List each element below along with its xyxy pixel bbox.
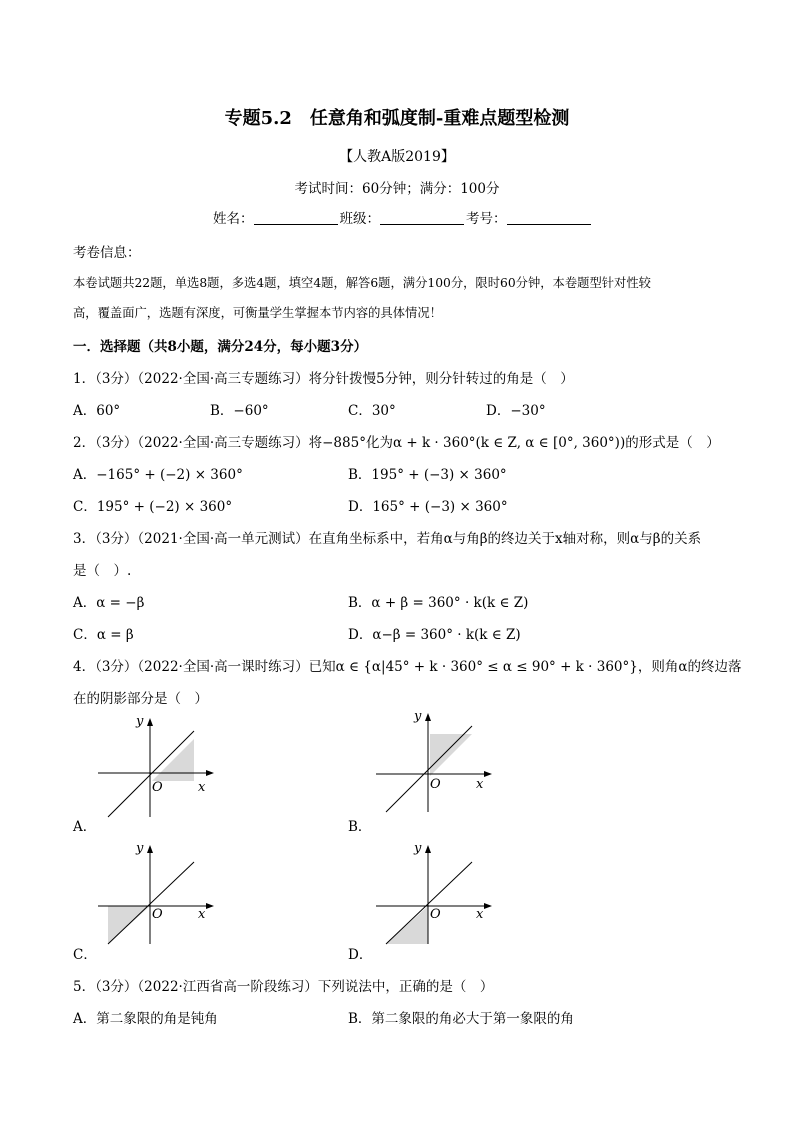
question-4-stem-line-2: 在的阴影部分是（ ） xyxy=(73,691,208,707)
q4a-y-label: y xyxy=(136,714,144,729)
q4b-x-label: x xyxy=(476,777,484,792)
page-title: 专题5.2 任意角和弧度制-重难点题型检测 xyxy=(224,108,570,129)
q4d-x-label: x xyxy=(476,907,484,922)
q1-option-b: B．−60° xyxy=(210,403,269,419)
q1-option-c: C．30° xyxy=(348,403,396,419)
q4-option-b: B． xyxy=(348,819,372,835)
student-fields xyxy=(213,207,593,227)
q3-option-c: C．α = β xyxy=(73,627,134,643)
question-3-stem-line-1: 3．（3分）（2021·全国·高一单元测试）在直角坐标系中，若角α与角β的终边关于x轴对称，则α与β的关系 xyxy=(73,531,702,547)
q3-option-d: D．α−β = 360° · k(k ∈ Z) xyxy=(348,627,521,643)
question-2-stem: 2．（3分）（2022·全国·高三专题练习）将−885°化为α + k · 360°(k ∈ Z, α ∈ [0°, 360°))的形式是（ ） xyxy=(73,435,720,451)
q4-option-d: D． xyxy=(348,947,373,963)
q4-figure-a xyxy=(94,713,224,818)
info-label: 考卷信息： xyxy=(73,245,141,261)
q4-figure-c xyxy=(94,840,224,945)
q4d-y-label: y xyxy=(414,841,422,856)
q4-figure-b xyxy=(372,708,502,813)
q2-option-a: A．−165° + (−2) × 360° xyxy=(73,467,243,483)
q2-option-d: D．165° + (−3) × 360° xyxy=(348,499,508,515)
number-label: 考号： xyxy=(466,211,507,227)
section-heading: 一．选择题（共8小题，满分24分，每小题3分） xyxy=(73,339,368,355)
q4b-origin-label: O xyxy=(430,777,441,792)
q4c-origin-label: O xyxy=(152,907,163,922)
name-label: 姓名： xyxy=(213,211,254,227)
q1-option-a: A．60° xyxy=(73,403,121,419)
q1-option-d: D．−30° xyxy=(486,403,546,419)
question-4-stem-line-1: 4．（3分）（2022·全国·高一课时练习）已知α ∈ {α|45° + k · 360° ≤ α ≤ 90° + k · 360°}，则角α的终边落 xyxy=(73,659,742,675)
q2-option-b: B．195° + (−3) × 360° xyxy=(348,467,507,483)
edition-label: 【人教A版2019】 xyxy=(339,149,455,165)
q4b-y-label: y xyxy=(414,709,422,724)
q5-option-a: A．第二象限的角是钝角 xyxy=(73,1011,218,1027)
class-blank xyxy=(380,211,464,225)
info-line-2: 高，覆盖面广，选题有深度，可衡量学生掌握本节内容的具体情况！ xyxy=(73,306,442,320)
q4a-x-label: x xyxy=(198,780,206,795)
q5-option-b: B．第二象限的角必大于第一象限的角 xyxy=(348,1011,574,1027)
q4d-origin-label: O xyxy=(430,907,441,922)
q2-option-c: C．195° + (−2) × 360° xyxy=(73,499,233,515)
q3-option-b: B．α + β = 360° · k(k ∈ Z) xyxy=(348,595,529,611)
q4-option-c: C． xyxy=(73,947,97,963)
q3-option-a: A．α = −β xyxy=(73,595,145,611)
q4c-x-label: x xyxy=(198,907,206,922)
question-1-stem: 1．（3分）（2022·全国·高三专题练习）将分针拨慢5分钟，则分针转过的角是（ ） xyxy=(73,371,574,387)
info-line-1: 本卷试题共22题，单选8题，多选4题，填空4题，解答6题，满分100分，限时60分钟，本卷题型针对性较 xyxy=(73,276,651,290)
q4c-y-label: y xyxy=(136,841,144,856)
q4a-origin-label: O xyxy=(152,780,163,795)
q4-figure-d xyxy=(372,840,502,945)
exam-info: 考试时间：60分钟；满分：100分 xyxy=(294,181,500,197)
name-blank xyxy=(254,211,338,225)
q4-option-a: A． xyxy=(73,819,97,835)
question-5-stem: 5．（3分）（2022·江西省高一阶段练习）下列说法中，正确的是（ ） xyxy=(73,979,494,995)
class-label: 班级： xyxy=(339,211,380,227)
question-3-stem-line-2: 是（ ）. xyxy=(73,563,132,579)
number-blank xyxy=(507,211,591,225)
